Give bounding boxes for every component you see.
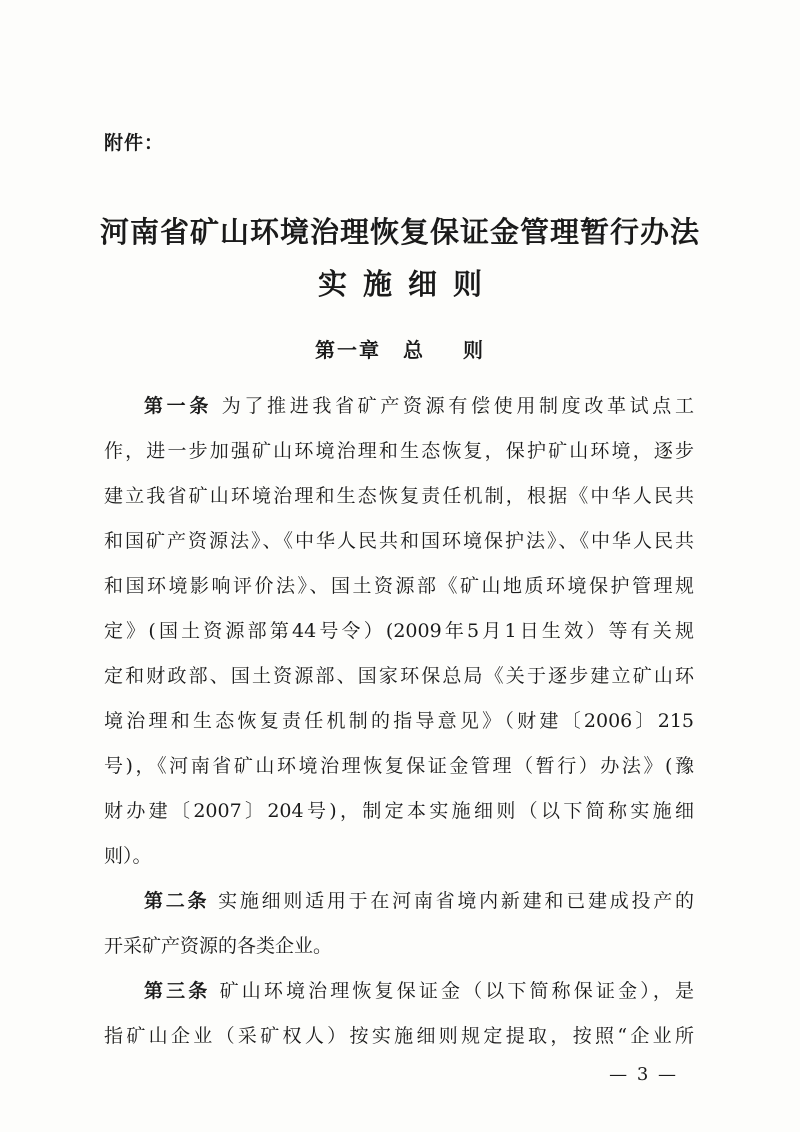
article-3-label: 第三条 [144,980,211,1002]
article-1-line-10: 财办建〔2007〕204号)，制定本实施细则（以下简称实施细 [104,800,694,822]
article-1-line-6: 定》(国土资源部第44号令）(2009年5月1日生效）等有关规 [104,620,694,642]
chapter-number: 第一章 [315,338,381,362]
article-3-line-1 [104,976,694,1006]
article-1-line-2: 作，进一步加强矿山环境治理和生态恢复，保护矿山环境，逐步 [104,440,694,462]
article-1-line-1 [104,391,694,421]
article-2-line-2: 开采矿产资源的各类企业。 [104,935,333,957]
article-1-line-5: 和国环境影响评价法》、国土资源部《矿山地质环境保护管理规 [104,575,694,597]
article-3-line-2: 指矿山企业（采矿权人）按实施细则规定提取，按照“企业所 [104,1025,694,1047]
article-1-line-11: 则）。 [104,845,152,867]
article-1-line-3: 建立我省矿山环境治理和生态恢复责任机制，根据《中华人民共 [104,485,694,507]
article-3-text-1: 矿山环境治理恢复保证金（以下简称保证金），是 [219,980,694,1002]
chapter-heading [0,334,800,363]
document-subtitle: 实施细则 [317,267,498,301]
chapter-name-part1: 总 [403,338,425,362]
article-1-line-8: 境治理和生态恢复责任机制的指导意见》（财建〔2006〕215 [104,710,694,732]
page-number: — 3 — [609,1064,678,1085]
article-1-line-9: 号)，《河南省矿山环境治理恢复保证金管理（暂行）办法》(豫 [104,755,694,777]
article-1-text-1: 为了推进我省矿产资源有偿使用制度改革试点工 [221,395,694,417]
article-2-line-1 [104,886,694,916]
attachment-label: 附件： [104,132,165,154]
article-2-label: 第二条 [144,890,210,912]
article-1-label: 第一条 [144,395,212,417]
article-2-text-1: 实施细则适用于在河南省境内新建和已建成投产的 [218,890,694,912]
article-1-line-7: 定和财政部、国土资源部、国家环保总局《关于逐步建立矿山环 [104,665,694,687]
chapter-name-part2: 则 [463,338,485,362]
document-title: 河南省矿山环境治理恢复保证金管理暂行办法 [99,215,700,249]
article-1-line-4: 和国矿产资源法》、《中华人民共和国环境保护法》、《中华人民共 [104,530,694,552]
